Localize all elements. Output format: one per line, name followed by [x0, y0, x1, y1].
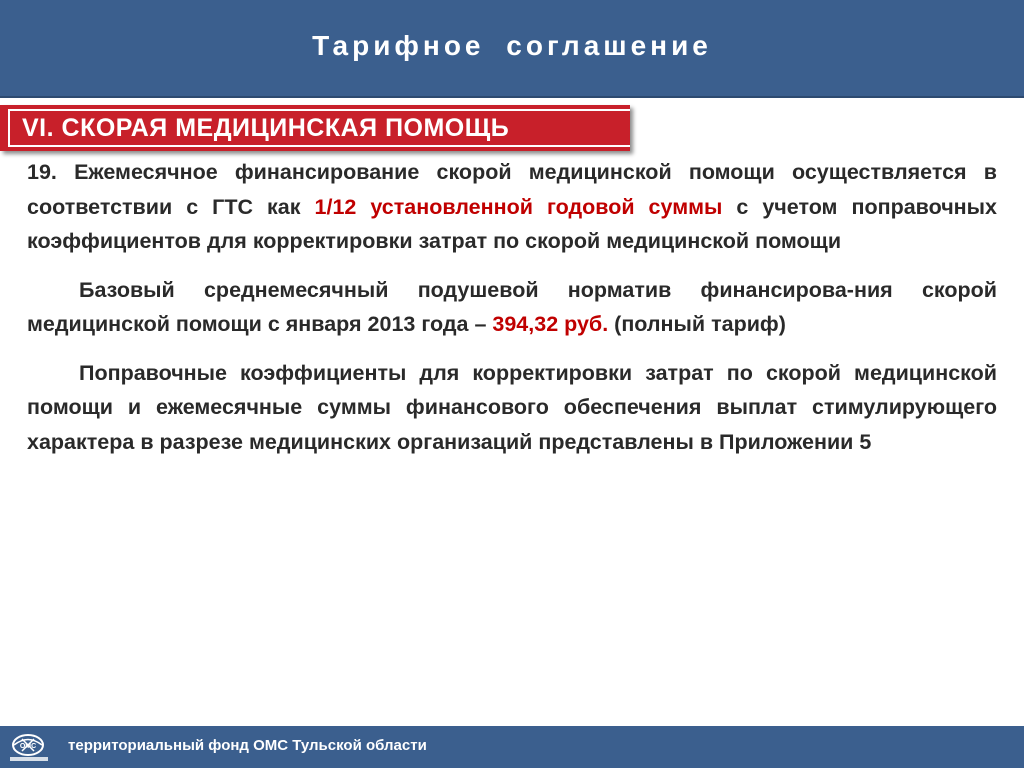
svg-text:ОМС: ОМС — [19, 743, 37, 750]
paragraph-text: Базовый среднемесячный подушевой норматив финансирова-ния скорой медицинской помощи с января 2013 года – — [27, 277, 997, 336]
paragraph-19 — [27, 155, 997, 259]
page-title: Тарифное соглашение — [312, 30, 712, 61]
footer-organization: территориальный фонд ОМС Тульской области — [68, 737, 427, 754]
highlight-rate: 394,32 руб. — [492, 312, 609, 336]
document-body — [27, 155, 997, 473]
paragraph-text: (полный тариф) — [608, 312, 786, 336]
section-banner — [0, 105, 630, 151]
paragraph-coefficients — [27, 356, 997, 460]
paragraph-text: с учетом поправочных коэффициентов для корректировки затрат по скорой медицинской помощи — [27, 194, 997, 253]
paragraph-text: Ежемесячное финансирование скорой медицинской помощи осуществляется в соответствии с ГТС как — [27, 160, 997, 219]
paragraph-base-rate — [27, 273, 997, 342]
footer-bar — [0, 726, 1024, 768]
highlight-amount: 1/12 установленной годовой суммы — [314, 194, 723, 219]
header-bar — [0, 0, 1024, 98]
paragraph-number: 19. — [27, 160, 57, 184]
omc-fund-logo-icon — [6, 730, 54, 764]
paragraph-text: Поправочные коэффициенты для корректировки затрат по скорой медицинской помощи и ежемесячные суммы финансового обеспечения выплат стимулирующего характера в разрезе медицинских организаций представлены в Приложении 5 — [27, 360, 997, 454]
section-title: VI. СКОРАЯ МЕДИЦИНСКАЯ ПОМОЩЬ — [22, 114, 510, 142]
